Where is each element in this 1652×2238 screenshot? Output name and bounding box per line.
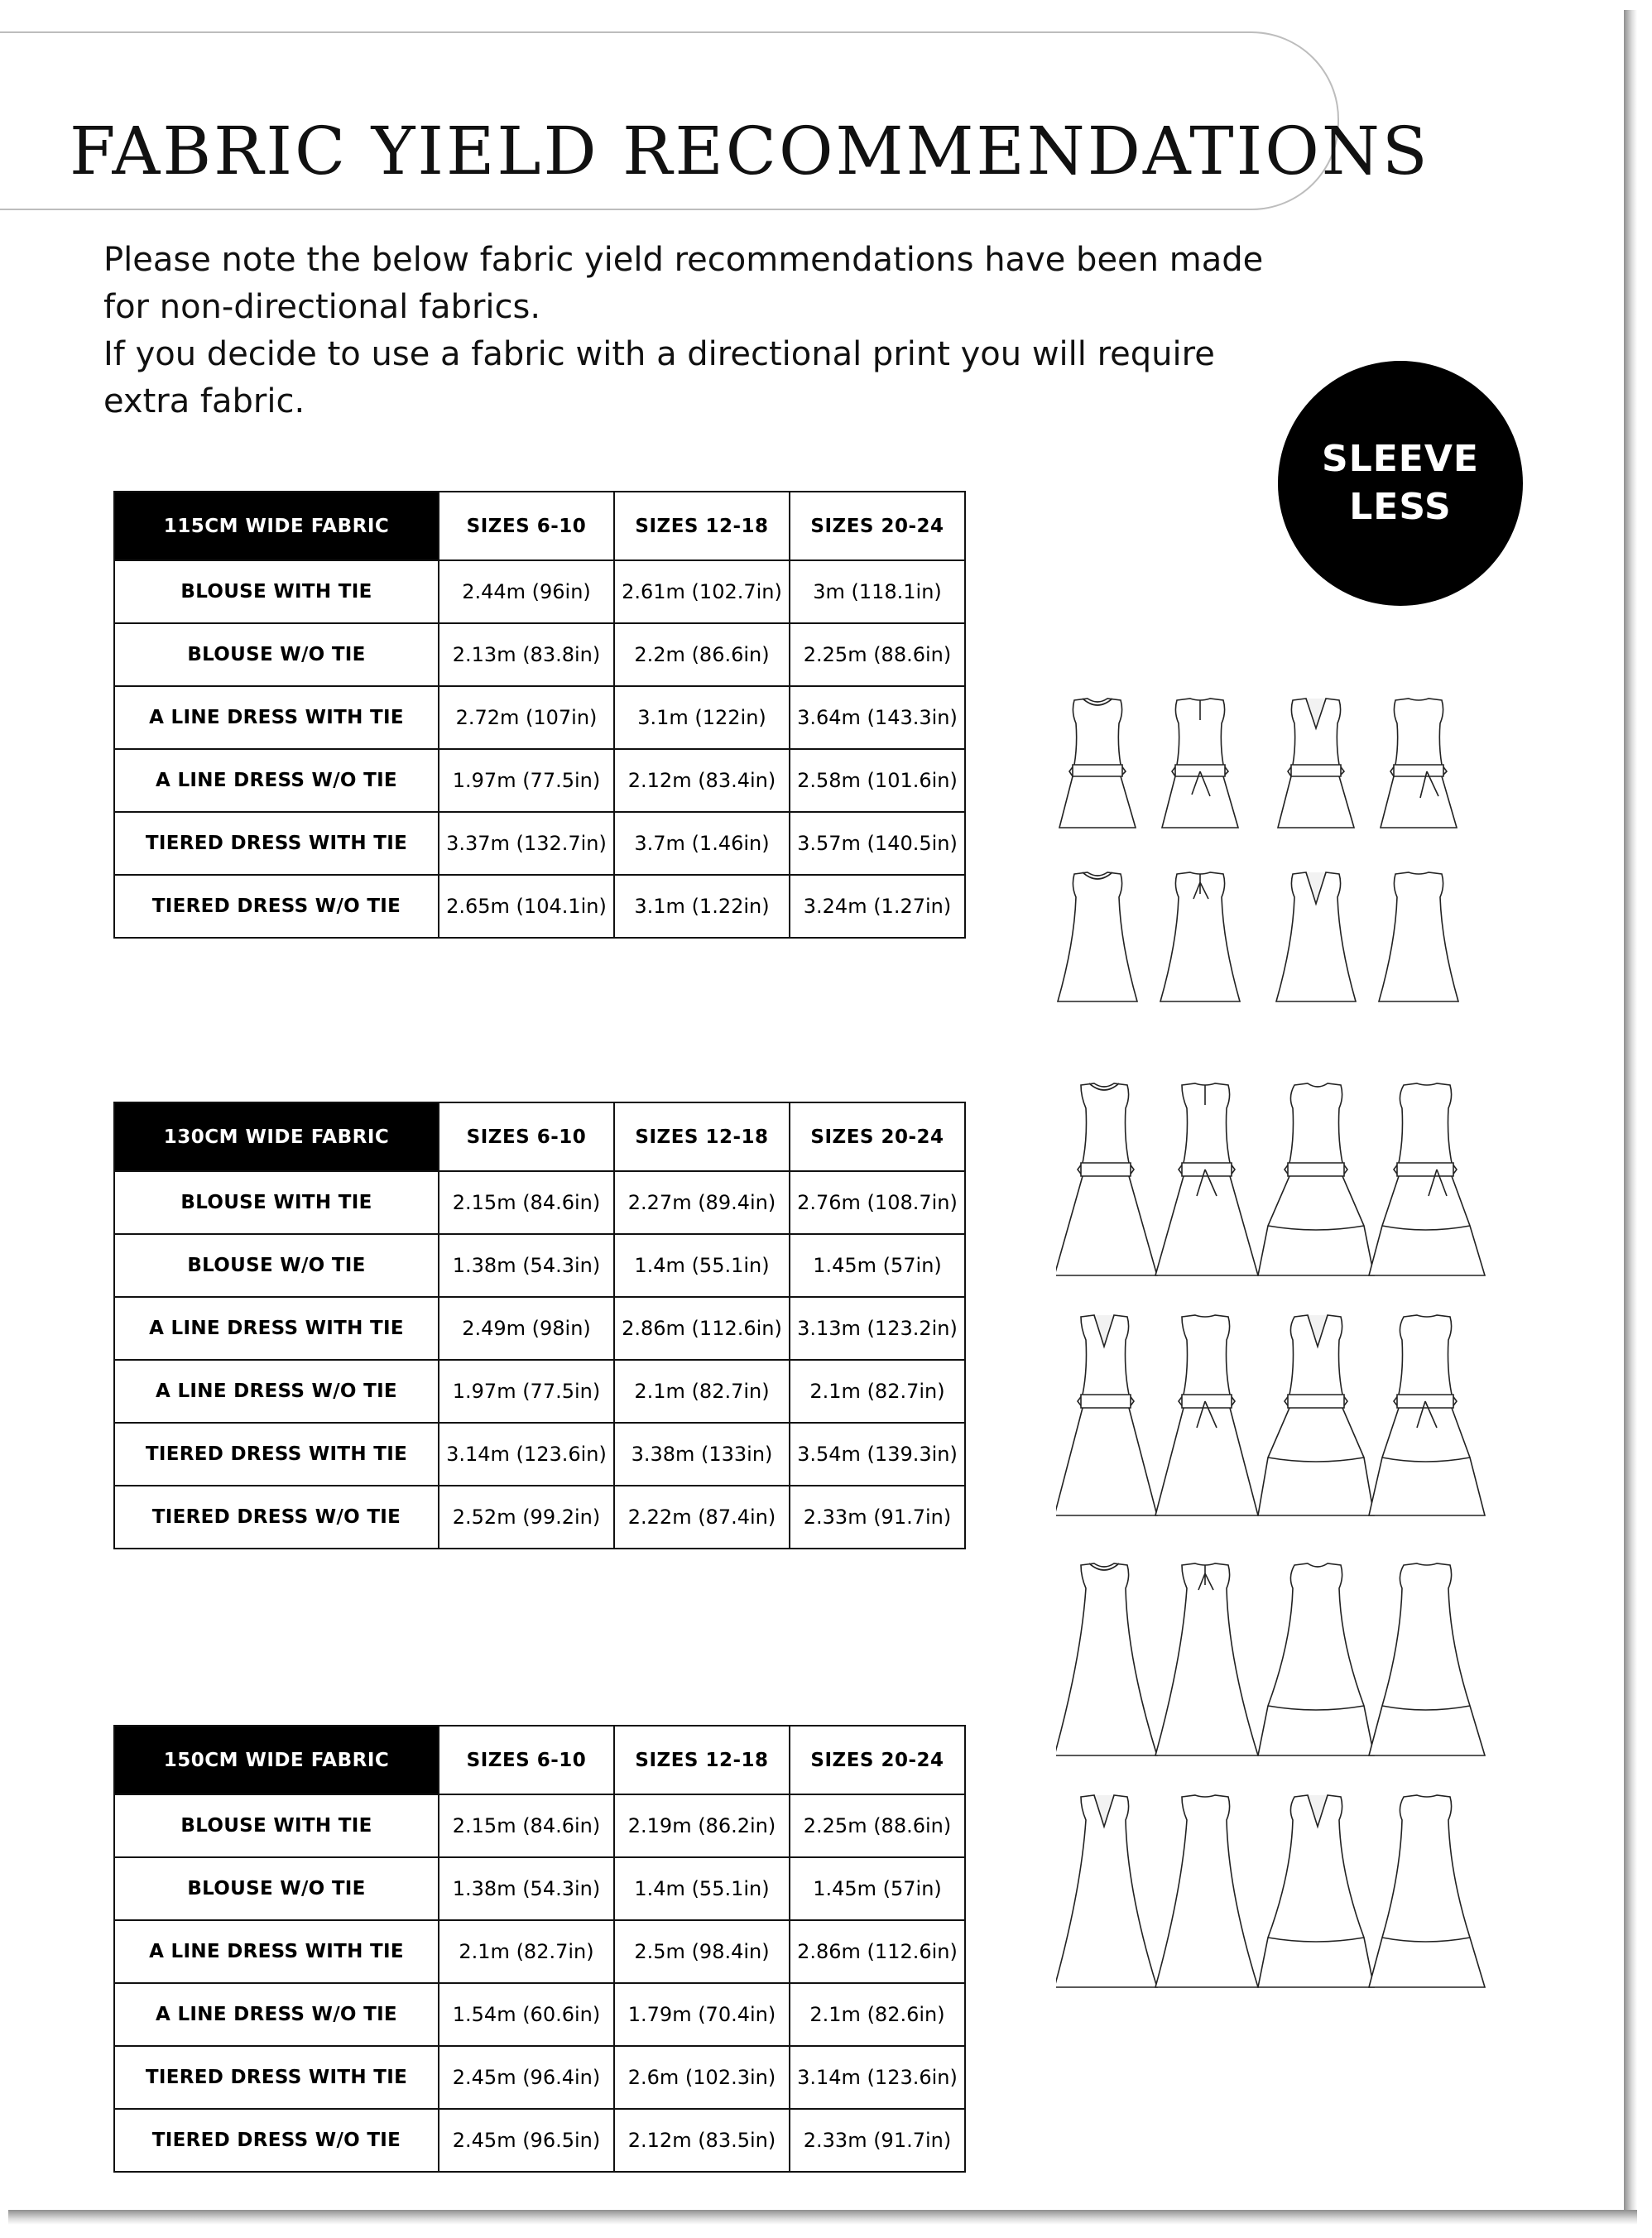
vneck-tiered-dress-with-tie-front-icon xyxy=(1258,1315,1374,1515)
row-label: TIERED DRESS WITH TIE xyxy=(114,2046,439,2109)
tiered-dress-with-tie-front-icon xyxy=(1258,1083,1374,1275)
column-header: SIZES 6-10 xyxy=(439,492,614,560)
table-cell: 2.45m (96.4in) xyxy=(439,2046,614,2109)
table-cell: 3.57m (140.5in) xyxy=(790,812,965,875)
table-row xyxy=(114,623,965,686)
vneck-aline-dress-with-tie-front-icon xyxy=(1056,1315,1157,1515)
table-cell: 3.1m (122in) xyxy=(614,686,790,749)
tiered-dress-no-tie-side-icon xyxy=(1369,1563,1485,1755)
aline-dress-with-tie-back-icon xyxy=(1155,1083,1258,1275)
table-cell: 2.61m (102.7in) xyxy=(614,560,790,623)
table-cell: 2.27m (89.4in) xyxy=(614,1171,790,1234)
table-cell: 1.97m (77.5in) xyxy=(439,749,614,812)
intro-note xyxy=(103,237,1295,425)
vneck-aline-dress-no-tie-front-icon xyxy=(1056,1795,1157,1987)
blouse-no-tie-front-icon xyxy=(1058,872,1137,1001)
row-label: A LINE DRESS WITH TIE xyxy=(114,1297,439,1360)
fabric-width-label: 130CM WIDE FABRIC xyxy=(114,1102,439,1171)
table-cell: 2.45m (96.5in) xyxy=(439,2109,614,2172)
table-cell: 3.38m (133in) xyxy=(614,1423,790,1486)
table-cell: 2.44m (96in) xyxy=(439,560,614,623)
row-label: A LINE DRESS W/O TIE xyxy=(114,749,439,812)
table-cell: 3.64m (143.3in) xyxy=(790,686,965,749)
tiered-dress-no-tie-front-icon xyxy=(1258,1563,1374,1755)
table-cell: 3.14m (123.6in) xyxy=(439,1423,614,1486)
table-cell: 2.2m (86.6in) xyxy=(614,623,790,686)
column-header: SIZES 12-18 xyxy=(614,492,790,560)
aline-dress-no-tie-back-icon xyxy=(1155,1563,1258,1755)
table-cell: 2.76m (108.7in) xyxy=(790,1171,965,1234)
page-title: FABRIC YIELD RECOMMENDATIONS xyxy=(70,112,1430,190)
table-cell: 3.1m (1.22in) xyxy=(614,875,790,938)
table-row xyxy=(114,560,965,623)
sleeveless-badge xyxy=(1278,361,1523,606)
table-row xyxy=(114,2109,965,2172)
table-cell: 1.79m (70.4in) xyxy=(614,1983,790,2046)
table-cell: 2.19m (86.2in) xyxy=(614,1794,790,1857)
row-label: BLOUSE WITH TIE xyxy=(114,1171,439,1234)
table-cell: 2.52m (99.2in) xyxy=(439,1486,614,1549)
table-cell: 2.15m (84.6in) xyxy=(439,1171,614,1234)
table-cell: 3.7m (1.46in) xyxy=(614,812,790,875)
yield-table-130cm xyxy=(113,1102,966,1549)
row-label: TIERED DRESS W/O TIE xyxy=(114,2109,439,2172)
table-header-row xyxy=(114,1102,965,1171)
table-row xyxy=(114,1983,965,2046)
tiered-dress-with-tie-side-icon xyxy=(1369,1083,1485,1275)
table-cell: 2.86m (112.6in) xyxy=(790,1920,965,1983)
column-header: SIZES 20-24 xyxy=(790,492,965,560)
blouse-with-tie-front-icon xyxy=(1059,699,1136,828)
badge-line-1: SLEEVE xyxy=(1322,438,1479,480)
row-label: A LINE DRESS WITH TIE xyxy=(114,686,439,749)
row-label: BLOUSE WITH TIE xyxy=(114,1794,439,1857)
table-cell: 3.24m (1.27in) xyxy=(790,875,965,938)
table-cell: 2.49m (98in) xyxy=(439,1297,614,1360)
tiered-dress-with-tie-side-2-icon xyxy=(1369,1315,1485,1515)
aline-dress-with-tie-back-2-icon xyxy=(1155,1315,1258,1515)
row-label: BLOUSE W/O TIE xyxy=(114,1234,439,1297)
table-cell: 2.33m (91.7in) xyxy=(790,2109,965,2172)
table-row xyxy=(114,2046,965,2109)
row-label: TIERED DRESS WITH TIE xyxy=(114,812,439,875)
table-cell: 2.22m (87.4in) xyxy=(614,1486,790,1549)
table-cell: 3.54m (139.3in) xyxy=(790,1423,965,1486)
table-cell: 2.12m (83.4in) xyxy=(614,749,790,812)
row-label: A LINE DRESS W/O TIE xyxy=(114,1983,439,2046)
table-cell: 1.45m (57in) xyxy=(790,1234,965,1297)
row-label: A LINE DRESS WITH TIE xyxy=(114,1920,439,1983)
table-cell: 1.97m (77.5in) xyxy=(439,1360,614,1423)
vneck-blouse-no-tie-front-icon xyxy=(1276,872,1356,1001)
column-header: SIZES 12-18 xyxy=(614,1102,790,1171)
table-row xyxy=(114,1794,965,1857)
table-cell: 2.6m (102.3in) xyxy=(614,2046,790,2109)
table-cell: 2.65m (104.1in) xyxy=(439,875,614,938)
column-header: SIZES 12-18 xyxy=(614,1726,790,1794)
table-cell: 3.14m (123.6in) xyxy=(790,2046,965,2109)
row-label: BLOUSE WITH TIE xyxy=(114,560,439,623)
fabric-width-label: 115CM WIDE FABRIC xyxy=(114,492,439,560)
yield-table-150cm xyxy=(113,1725,966,2173)
row-label: TIERED DRESS W/O TIE xyxy=(114,875,439,938)
table-row xyxy=(114,1360,965,1423)
aline-dress-with-tie-front-icon xyxy=(1056,1083,1157,1275)
table-cell: 3.13m (123.2in) xyxy=(790,1297,965,1360)
column-header: SIZES 6-10 xyxy=(439,1102,614,1171)
table-row xyxy=(114,1857,965,1920)
table-cell: 3.37m (132.7in) xyxy=(439,812,614,875)
table-cell: 1.45m (57in) xyxy=(790,1857,965,1920)
table-cell: 1.38m (54.3in) xyxy=(439,1857,614,1920)
dress-with-tie-illustrations xyxy=(1056,1080,1486,1527)
vneck-blouse-with-tie-front-icon xyxy=(1278,699,1354,828)
yield-table-115cm xyxy=(113,491,966,939)
row-label: TIERED DRESS WITH TIE xyxy=(114,1423,439,1486)
table-row xyxy=(114,1171,965,1234)
aline-dress-no-tie-side-icon xyxy=(1155,1795,1258,1987)
row-label: BLOUSE W/O TIE xyxy=(114,1857,439,1920)
column-header: SIZES 20-24 xyxy=(790,1726,965,1794)
table-cell: 1.54m (60.6in) xyxy=(439,1983,614,2046)
column-header: SIZES 6-10 xyxy=(439,1726,614,1794)
table-cell: 3m (118.1in) xyxy=(790,560,965,623)
intro-line-2: If you decide to use a fabric with a directional print you will require extra fabric. xyxy=(103,335,1215,420)
column-header: SIZES 20-24 xyxy=(790,1102,965,1171)
table-cell: 2.25m (88.6in) xyxy=(790,1794,965,1857)
table-row xyxy=(114,1297,965,1360)
table-cell: 2.33m (91.7in) xyxy=(790,1486,965,1549)
badge-line-2: LESS xyxy=(1349,486,1452,528)
tiered-dress-no-tie-side-2-icon xyxy=(1369,1795,1485,1987)
table-header-row xyxy=(114,1726,965,1794)
page-shadow-right xyxy=(1624,10,1637,2220)
table-cell: 2.25m (88.6in) xyxy=(790,623,965,686)
table-cell: 1.38m (54.3in) xyxy=(439,1234,614,1297)
table-header-row xyxy=(114,492,965,560)
table-row xyxy=(114,812,965,875)
blouse-with-tie-side-icon xyxy=(1381,699,1457,828)
blouse-no-tie-side-icon xyxy=(1379,872,1458,1001)
blouse-illustrations xyxy=(1056,695,1486,1026)
table-row xyxy=(114,686,965,749)
intro-line-1: Please note the below fabric yield recommendations have been made for non-directional fabrics. xyxy=(103,241,1264,326)
table-cell: 2.1m (82.7in) xyxy=(790,1360,965,1423)
table-cell: 2.12m (83.5in) xyxy=(614,2109,790,2172)
page-shadow-bottom xyxy=(8,2210,1637,2225)
row-label: BLOUSE W/O TIE xyxy=(114,623,439,686)
table-cell: 2.1m (82.6in) xyxy=(790,1983,965,2046)
table-cell: 2.1m (82.7in) xyxy=(439,1920,614,1983)
table-cell: 2.58m (101.6in) xyxy=(790,749,965,812)
table-cell: 2.72m (107in) xyxy=(439,686,614,749)
fabric-width-label: 150CM WIDE FABRIC xyxy=(114,1726,439,1794)
table-row xyxy=(114,875,965,938)
table-cell: 2.1m (82.7in) xyxy=(614,1360,790,1423)
table-cell: 1.4m (55.1in) xyxy=(614,1234,790,1297)
table-cell: 2.15m (84.6in) xyxy=(439,1794,614,1857)
dress-no-tie-flats-svg xyxy=(1056,1560,1486,1999)
table-cell: 2.13m (83.8in) xyxy=(439,623,614,686)
dress-with-tie-flats-svg xyxy=(1056,1080,1486,1527)
table-row xyxy=(114,749,965,812)
table-cell: 1.4m (55.1in) xyxy=(614,1857,790,1920)
row-label: A LINE DRESS W/O TIE xyxy=(114,1360,439,1423)
aline-dress-no-tie-front-icon xyxy=(1056,1563,1157,1755)
blouse-no-tie-back-icon xyxy=(1160,872,1240,1001)
table-cell: 2.86m (112.6in) xyxy=(614,1297,790,1360)
table-row xyxy=(114,1920,965,1983)
vneck-tiered-dress-no-tie-front-icon xyxy=(1258,1795,1374,1987)
table-row xyxy=(114,1423,965,1486)
table-row xyxy=(114,1486,965,1549)
table-cell: 2.5m (98.4in) xyxy=(614,1920,790,1983)
dress-no-tie-illustrations xyxy=(1056,1560,1486,1999)
blouse-with-tie-back-icon xyxy=(1162,699,1238,828)
row-label: TIERED DRESS W/O TIE xyxy=(114,1486,439,1549)
blouse-flats-svg xyxy=(1056,695,1486,1026)
table-row xyxy=(114,1234,965,1297)
